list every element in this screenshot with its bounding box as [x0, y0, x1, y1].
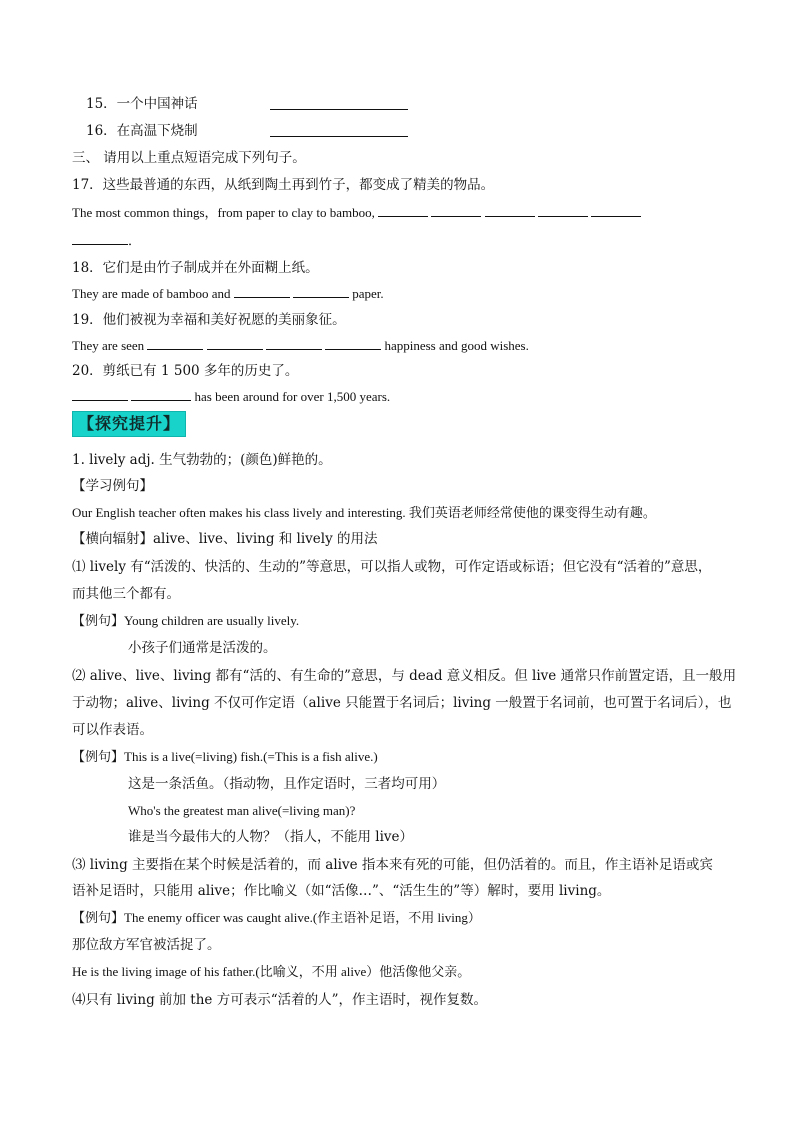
section-three-title: 三、 请用以上重点短语完成下列句子。 [72, 150, 306, 166]
q19-english: They are seen happiness and good wishes. [72, 338, 529, 353]
point-2-line-1: ⑵ alive、live、living 都有“活的、有生命的”意思，与 dead 意义相反。但 live 通常只作前置定语，且一般用 [72, 668, 737, 684]
q20-chinese: 20．剪纸已有 1 500 多年的历史了。 [72, 363, 299, 379]
q20-blank-1[interactable] [72, 387, 128, 401]
q17-blank-1[interactable] [378, 203, 428, 217]
answer-blank-15[interactable] [270, 96, 408, 110]
example-3-chinese: 谁是当今最伟大的人物？（指人，不能用 live） [128, 829, 414, 845]
item-15: 15．一个中国神话 [86, 96, 198, 112]
point-2-line-3: 可以作表语。 [72, 722, 153, 738]
q17-chinese: 17．这些最普通的东西，从纸到陶土再到竹子，都变成了精美的物品。 [72, 177, 495, 193]
answer-blank-16[interactable] [270, 123, 408, 137]
example-4-english: 【例句】The enemy officer was caught alive.(作主语补足语，不用 living） [72, 910, 481, 925]
q18-blank-2[interactable] [293, 284, 349, 298]
example-2-english: 【例句】This is a live(=living) fish.(=This is a fish alive.) [72, 749, 378, 764]
q19-blank-4[interactable] [325, 336, 381, 350]
point-4: ⑷只有 living 前加 the 方可表示“活着的人”，作主语时，视作复数。 [72, 992, 487, 1008]
radiation-title: 【横向辐射】alive、live、living 和 lively 的用法 [72, 531, 378, 547]
q17-blank-2[interactable] [431, 203, 481, 217]
example-2-chinese: 这是一条活鱼。（指动物，且作定语时，三者均可用） [128, 776, 446, 792]
study-example-sentence: Our English teacher often makes his class lively and interesting. 我们英语老师经常使他的课变得生动有趣。 [72, 505, 656, 520]
example-1-english: 【例句】Young children are usually lively. [72, 613, 300, 628]
q19-blank-2[interactable] [207, 336, 263, 350]
q20-blank-2[interactable] [131, 387, 191, 401]
section-heading-explore: 【探究提升】 [72, 411, 186, 437]
point-1-line-2: 而其他三个都有。 [72, 586, 180, 602]
q19-chinese: 19．他们被视为幸福和美好祝愿的美丽象征。 [72, 312, 346, 328]
q17-blank-3[interactable] [485, 203, 535, 217]
point-2-line-2: 于动物；alive、living 不仅可作定语（alive 只能置于名词后；living 一般置于名词前，也可置于名词后），也 [72, 695, 732, 711]
example-3-english: Who's the greatest man alive(=living man)? [128, 803, 356, 818]
item-16: 16．在高温下烧制 [86, 123, 198, 139]
example-1-chinese: 小孩子们通常是活泼的。 [128, 640, 277, 656]
example-5: He is the living image of his father.(比喻义，不用 alive）他活像他父亲。 [72, 964, 471, 979]
study-example-label: 【学习例句】 [72, 478, 153, 494]
q17-blank-6[interactable] [72, 231, 128, 245]
q18-chinese: 18．它们是由竹子制成并在外面糊上纸。 [72, 260, 319, 276]
q17-blank-5[interactable] [591, 203, 641, 217]
q17-english: The most common things，from paper to clay to bamboo, [72, 203, 641, 223]
q19-blank-3[interactable] [266, 336, 322, 350]
point-1-line-1: ⑴ lively 有“活泼的、快活的、生动的”等意思，可以指人或物，可作定语或标语；但它没有“活着的”意思， [72, 559, 712, 575]
point-3-line-1: ⑶ living 主要指在某个时候是活着的，而 alive 指本来有死的可能，但仍活着的。而且，作主语补足语或宾 [72, 857, 713, 873]
lively-definition: 1. lively adj. 生气勃勃的；(颜色)鲜艳的。 [72, 452, 332, 468]
point-3-line-2: 语补足语时，只能用 alive；作比喻义（如“活像…”、“活生生的”等）解时，要用 living。 [72, 883, 611, 899]
q19-blank-1[interactable] [147, 336, 203, 350]
q18-english: They are made of bamboo and paper. [72, 286, 384, 301]
example-4-chinese: 那位敌方军官被活捉了。 [72, 937, 221, 953]
q17-blank-4[interactable] [538, 203, 588, 217]
q18-blank-1[interactable] [234, 284, 290, 298]
q17-english-cont: ． [72, 231, 141, 251]
q20-english: has been around for over 1,500 years. [72, 387, 390, 407]
